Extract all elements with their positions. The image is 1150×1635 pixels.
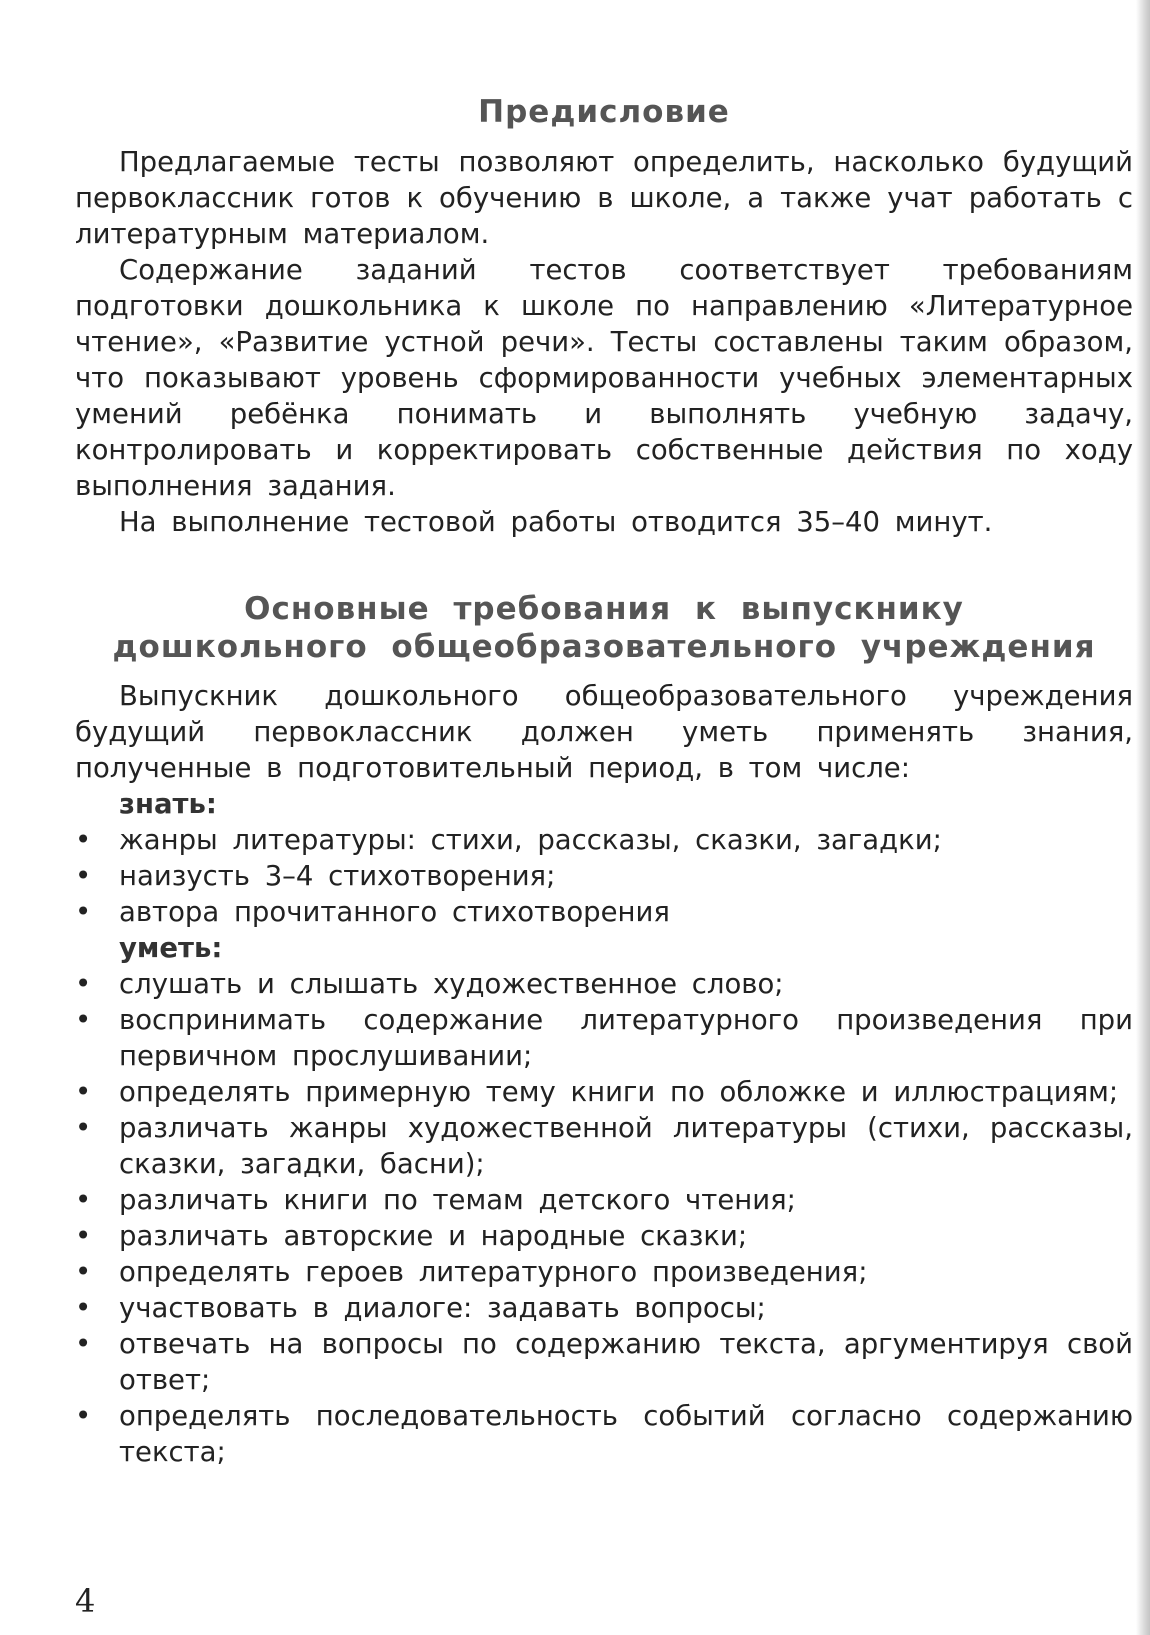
list-item: • определять героев литературного произведения; (75, 1256, 868, 1288)
bullet-icon: • (75, 1076, 92, 1108)
list-item: • воспринимать содержание литературного произведения при первичном прослушивании; (75, 1004, 1133, 1072)
list-item: • автора прочитанного стихотворения (75, 896, 670, 928)
bullet-icon: • (75, 1220, 92, 1252)
page-number: 4 (75, 1582, 96, 1620)
bullet-icon: • (75, 1112, 92, 1144)
bullet-icon: • (75, 1328, 92, 1360)
list-item: • различать жанры художественной литературы (стихи, рассказы, сказки, загадки, басни); (75, 1112, 1133, 1180)
bullet-icon: • (75, 860, 92, 892)
preface-title: Предисловие (478, 94, 730, 130)
can-label: уметь: (119, 932, 223, 964)
requirements-title-line2: дошкольного общеобразовательного учреждения (112, 629, 1096, 665)
requirements-title (75, 590, 1133, 666)
bullet-icon: • (75, 1184, 92, 1216)
list-item: • различать книги по темам детского чтения; (75, 1184, 796, 1216)
preface-paragraph: На выполнение тестовой работы отводится 35–40 минут. (119, 506, 993, 538)
know-label: знать: (119, 788, 217, 820)
list-item: • различать авторские и народные сказки; (75, 1220, 748, 1252)
bullet-icon: • (75, 1256, 92, 1288)
list-item: • наизусть 3–4 стихотворения; (75, 860, 556, 892)
list-item: • определять примерную тему книги по обложке и иллюстрациям; (75, 1076, 1119, 1108)
bullet-icon: • (75, 968, 92, 1000)
page-edge-shadow (1136, 0, 1150, 1635)
list-item: • слушать и слышать художественное слово; (75, 968, 784, 1000)
can-list (75, 966, 1133, 1470)
bullet-icon: • (75, 824, 92, 856)
requirements-title-line1: Основные требования к выпускнику (244, 591, 964, 627)
know-list (75, 822, 1133, 930)
preface-paragraph: Предлагаемые тесты позволяют определить, насколько будущий первоклассник готов к обучению в школе, а также учат работать с литературным материалом. (75, 146, 1133, 250)
list-item: • отвечать на вопросы по содержанию текста, аргументируя свой ответ; (75, 1328, 1133, 1396)
requirements-intro: Выпускник дошкольного общеобразовательного учреждения будущий первоклассник должен уметь применять знания, полученные в подготовительный период, в том числе: (75, 680, 1133, 784)
bullet-icon: • (75, 1004, 92, 1036)
list-item: • определять последовательность событий согласно содержанию текста; (75, 1400, 1133, 1468)
preface-paragraph: Содержание заданий тестов соответствует требованиям подготовки дошкольника к школе по направлению «Литературное чтение», «Развитие устной речи». Тесты составлены таким образом, что показывают уровень сформированности учебных элементарных умений ребёнка понимать и выполнять учебную задачу, контролировать и корректировать собственные действия по ходу выполнения задания. (75, 254, 1133, 502)
bullet-icon: • (75, 1400, 92, 1432)
page-content (75, 92, 1133, 1470)
list-item: • участвовать в диалоге: задавать вопросы; (75, 1292, 766, 1324)
bullet-icon: • (75, 1292, 92, 1324)
list-item: • жанры литературы: стихи, рассказы, сказки, загадки; (75, 824, 942, 856)
bullet-icon: • (75, 896, 92, 928)
